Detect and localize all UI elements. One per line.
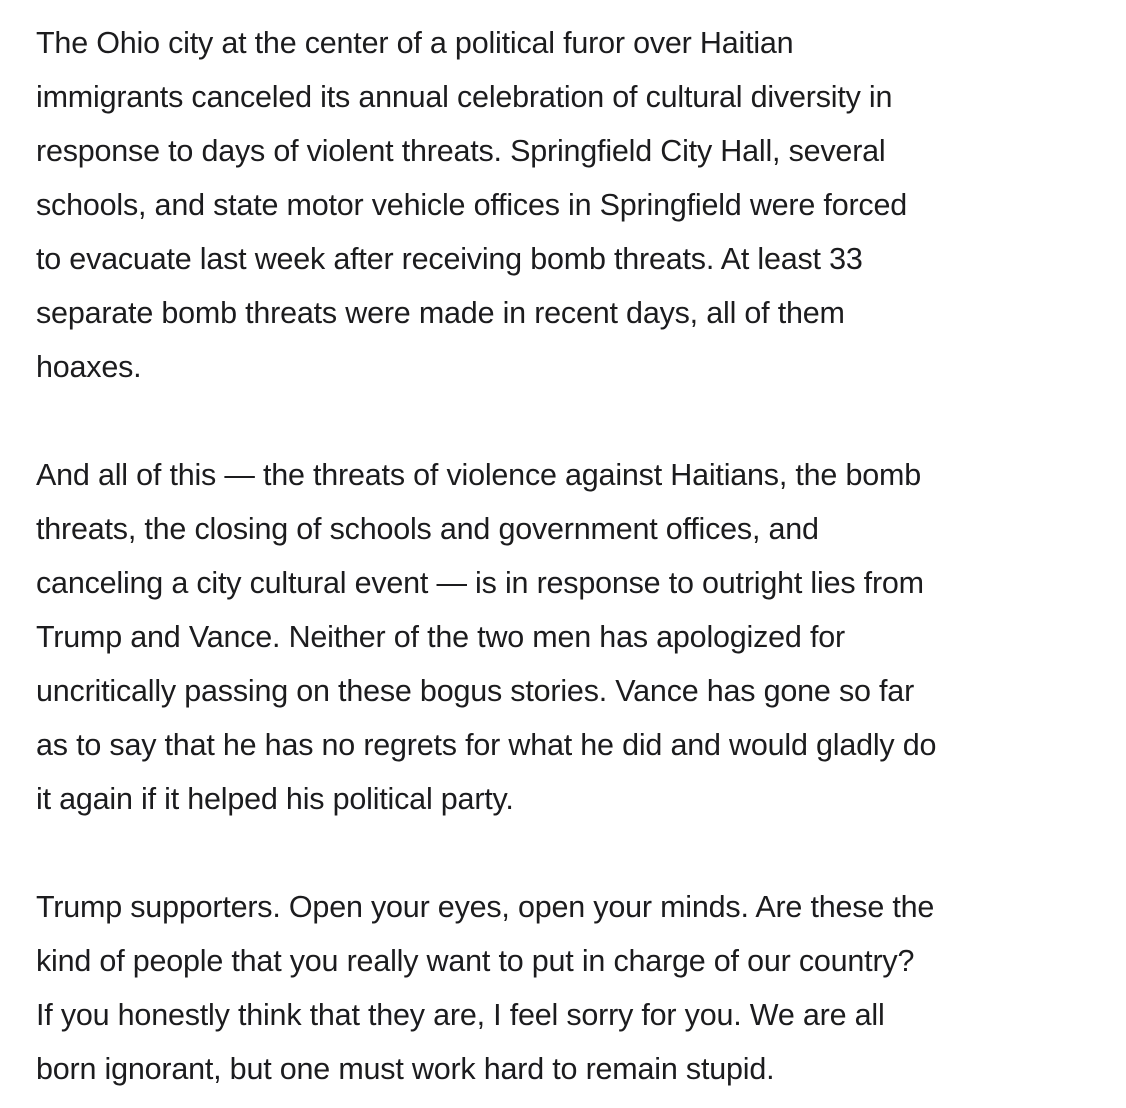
text-line: If you honestly think that they are, I feel sorry for you. We are all: [36, 998, 885, 1032]
text-line: schools, and state motor vehicle offices in Springfield were forced: [36, 188, 907, 222]
text-line: separate bomb threats were made in recent days, all of them: [36, 296, 845, 330]
text-line: kind of people that you really want to put in charge of our country?: [36, 944, 915, 978]
text-line: as to say that he has no regrets for what he did and would gladly do: [36, 728, 937, 762]
text-line: immigrants canceled its annual celebration of cultural diversity in: [36, 80, 893, 114]
text-line: born ignorant, but one must work hard to remain stupid.: [36, 1052, 775, 1086]
paragraph-spacer: [36, 826, 1096, 880]
text-line: Trump supporters. Open your eyes, open your minds. Are these the: [36, 890, 935, 924]
text-line: response to days of violent threats. Springfield City Hall, several: [36, 134, 886, 168]
post-body: [36, 16, 1096, 1096]
text-line: it again if it helped his political party.: [36, 782, 514, 816]
paragraph-2: [36, 448, 1096, 826]
text-line: to evacuate last week after receiving bomb threats. At least 33: [36, 242, 863, 276]
text-line: Trump and Vance. Neither of the two men has apologized for: [36, 620, 845, 654]
paragraph-spacer: [36, 394, 1096, 448]
text-line: uncritically passing on these bogus stories. Vance has gone so far: [36, 674, 915, 708]
text-line: hoaxes.: [36, 350, 142, 384]
text-line: canceling a city cultural event — is in response to outright lies from: [36, 566, 924, 600]
text-line: And all of this — the threats of violence against Haitians, the bomb: [36, 458, 921, 492]
text-line: threats, the closing of schools and government offices, and: [36, 512, 819, 546]
paragraph-3: [36, 880, 1096, 1096]
paragraph-1: [36, 16, 1096, 394]
text-line: The Ohio city at the center of a political furor over Haitian: [36, 26, 794, 60]
